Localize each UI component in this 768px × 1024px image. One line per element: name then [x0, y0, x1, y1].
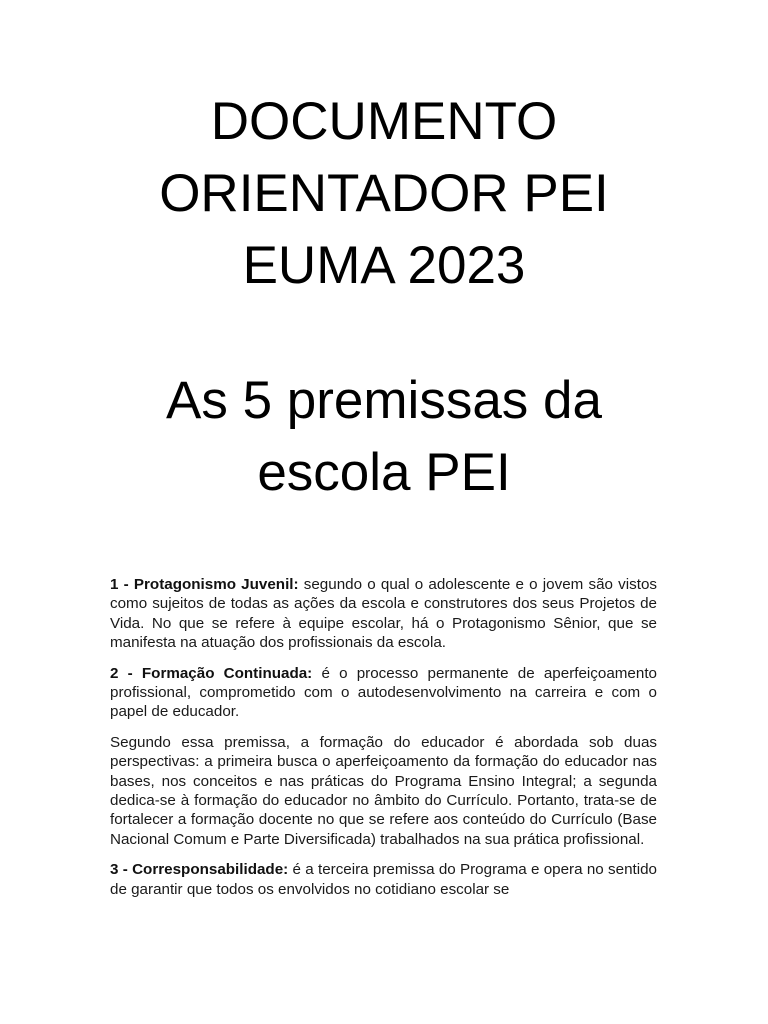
document-subtitle [0, 365, 768, 509]
title-line: ORIENTADOR PEI [159, 164, 609, 223]
subtitle-line: As 5 premissas da [166, 371, 602, 430]
paragraph-lead: 3 - Corresponsabilidade: [110, 861, 289, 879]
paragraph-formacao-continuada [110, 664, 657, 722]
document-title [0, 86, 768, 302]
title-line: EUMA 2023 [242, 236, 526, 295]
paragraph-text: é a terceira premissa do Programa e opera no sentido de garantir que todos os envolvidos no cotidiano escolar se [110, 861, 657, 898]
paragraph-lead: 1 - Protagonismo Juvenil: [110, 576, 299, 593]
paragraph-protagonismo-juvenil [110, 575, 657, 653]
paragraph-formacao-perspectivas [110, 733, 657, 849]
title-line: DOCUMENTO [210, 92, 558, 151]
paragraph-text: Segundo essa premissa, a formação do educador é abordada sob duas perspectivas: a primeira busca o aperfeiçoamento da formação do educador nas bases, nos conceitos e nas práticas do Programa Ensino Integral; a segunda dedica-se à formação do educador no âmbito do Currículo. Portanto, trata-se de fortalecer a formação docente no que se refere aos conteúdo do Currículo (Base Nacional Comum e Parte Diversificada) trabalhados na sua prática profissional. [110, 733, 657, 848]
paragraph-lead: 2 - Formação Continuada: [110, 664, 313, 682]
paragraph-text: é o processo permanente de aperfeiçoamento profissional, comprometido com o autodesenvolvimento na carreira e com o papel de educador. [110, 664, 657, 721]
paragraph-text: segundo o qual o adolescente e o jovem são vistos como sujeitos de todas as ações da escola e construtores dos seus Projetos de Vida. No que se refere à equipe escolar, há o Protagonismo Sênior, que se manifesta na atuação dos profissionais da escola. [110, 576, 657, 652]
subtitle-line: escola PEI [257, 443, 511, 502]
document-body [110, 575, 657, 910]
paragraph-corresponsabilidade [110, 860, 657, 899]
